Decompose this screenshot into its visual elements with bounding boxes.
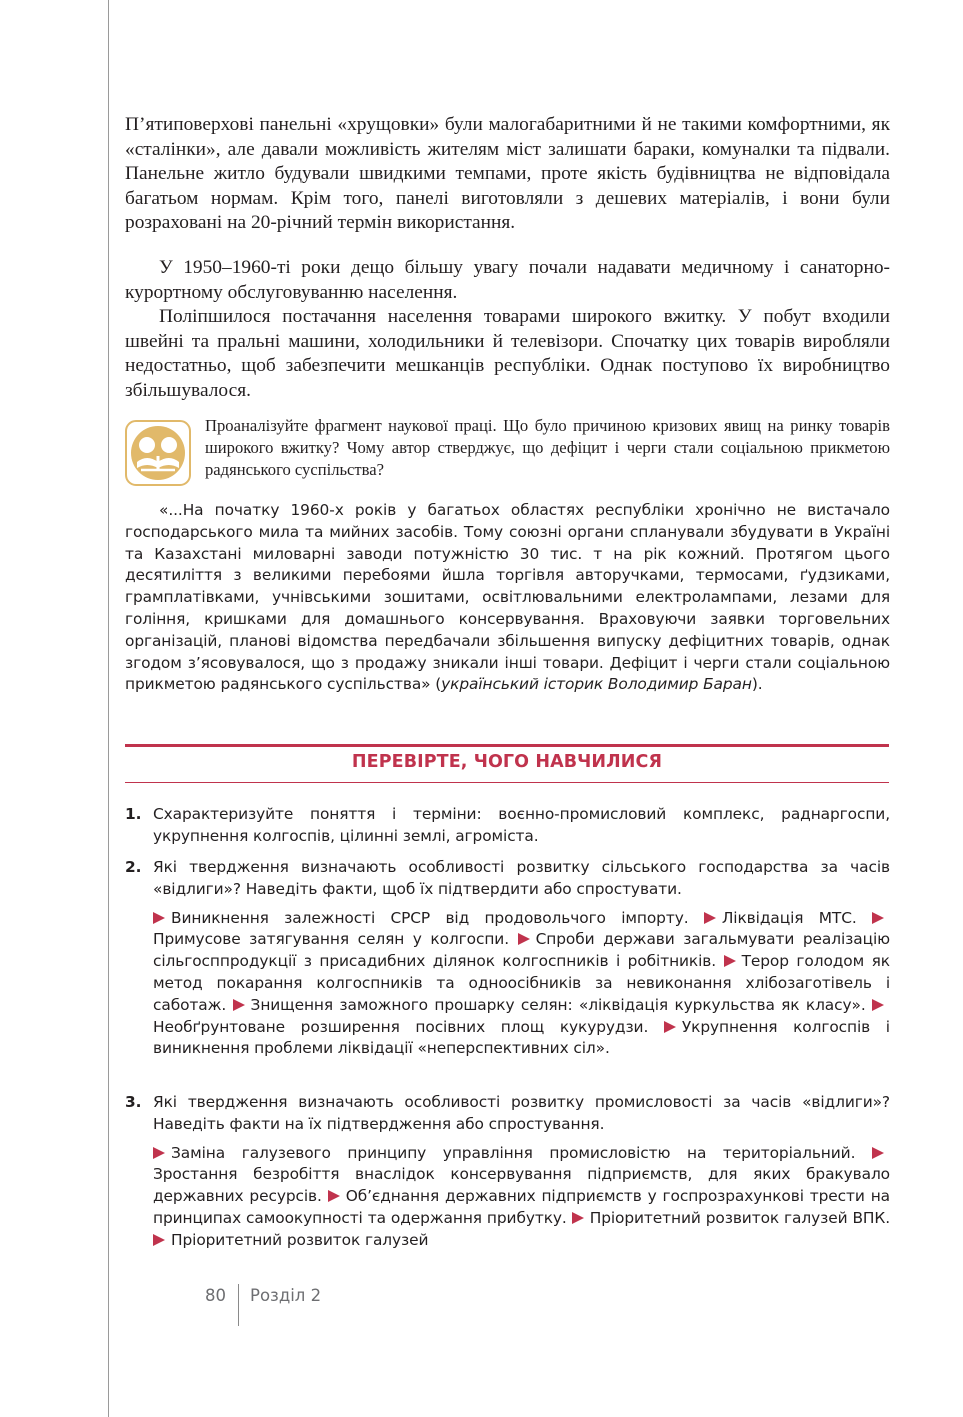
task-text: Проаналізуйте фрагмент наукової праці. Що було причиною кризових явищ на ринку товарів широкого вжитку? Чому автор стверджує, що дефіцит і черги стали соціальною прикметою радянського суспільства? — [205, 416, 890, 479]
bullet-triangle-icon — [518, 933, 530, 945]
bullet-triangle-icon — [704, 912, 716, 924]
bullet-triangle-icon — [664, 1021, 676, 1033]
option: Терор голодом як метод покарання колгоспників та одноосібників за невиконання хлібозаготівель і саботаж. — [153, 952, 890, 1014]
question-number: 2. — [125, 858, 142, 876]
question-options — [153, 1143, 890, 1252]
footer-section-label: Розділ 2 — [250, 1286, 322, 1305]
option: Примусове затягування селян у колгоспи. — [153, 930, 509, 949]
bullet-triangle-icon — [724, 955, 736, 967]
bullet-triangle-icon — [153, 1147, 165, 1159]
option: Ліквідація МТС. — [721, 908, 857, 927]
question-number: 3. — [125, 1093, 142, 1111]
question-1 — [125, 804, 890, 848]
paragraph-medical-care: У 1950–1960-ті роки дещо більшу увагу почали надавати медичному і санаторно-курортному обслуговуванню населення. — [125, 257, 890, 303]
option: Заміна галузевого принципу управління промисловістю на територіальний. — [171, 1143, 856, 1162]
bullet-triangle-icon — [328, 1190, 340, 1202]
quote-author: український історик Володимир Баран — [441, 675, 752, 694]
option: Знищення заможного прошарку селян: «ліквідація куркульства як класу». — [250, 995, 866, 1014]
question-text: Які твердження визначають особливості розвитку сільського господарства за часів «відлиги»? Наведіть факти, щоб їх підтвердити або спростувати. — [153, 858, 890, 898]
bullet-triangle-icon — [572, 1212, 584, 1224]
question-text: Схарактеризуйте поняття і терміни: воєнно-промисловий комплекс, раднаргоспи, укрупнення колгоспів, цілинні землі, агроміста. — [153, 805, 890, 845]
option: Необґрунтоване розширення посівних площ кукурудзи. — [153, 1017, 649, 1036]
option: Спроби держави загальмувати реалізацію сільгосппродукції з присадибних ділянок колгоспників і робітників. — [153, 930, 890, 971]
paragraph-consumer-goods: Поліпшилося постачання населення товарами широкого вжитку. У побут входили швейні та пральні машини, холодильники й телевізори. Спочатку цих товарів виробляли недостатньо, щоб забезпечити мешканців республіки. Однак поступово їх виробництво збільшувалося. — [125, 306, 890, 401]
page-number: 80 — [205, 1286, 226, 1305]
option: Пріоритетний розвиток галузей ВПК. — [589, 1208, 891, 1227]
historian-quote — [125, 500, 890, 696]
bullet-triangle-icon — [153, 912, 165, 924]
footer-separator — [238, 1284, 239, 1326]
option: Укрупнення колгоспів і виникнення проблеми ліквідації «неперспективних сіл». — [153, 1017, 890, 1058]
quote-close: ). — [751, 675, 763, 694]
option: Зростання безробіття внаслідок консервування підприємств, для яких бракувало державних ресурсів. — [153, 1165, 890, 1206]
analysis-icon — [125, 420, 191, 486]
bullet-triangle-icon — [872, 912, 884, 924]
question-text: Які твердження визначають особливості розвитку промисловості за часів «відлиги»? Наведіть факти на їх підтвердження або спростування. — [153, 1093, 890, 1133]
bullet-triangle-icon — [872, 999, 884, 1011]
section-title: ПЕРЕВІРТЕ, ЧОГО НАВЧИЛИСЯ — [351, 752, 663, 772]
bullet-triangle-icon — [153, 1234, 165, 1246]
section-rule-bottom — [125, 782, 889, 783]
question-3 — [125, 1092, 890, 1252]
question-options — [153, 908, 890, 1061]
question-2 — [125, 857, 890, 1060]
bullet-triangle-icon — [872, 1147, 884, 1159]
question-number: 1. — [125, 805, 142, 823]
quote-text: «...На початку 1960-х років у багатьох областях республіки хронічно не вистачало господарського мила та мийних засобів. Тому союзні органи спланували збудувати в Україні та Казахстані миловарні заводи потужністю 30 тис. т на рік кожний. Протягом цього десятиліття з великими перебоями йшла торгівля авторучками, термосами, ґудзиками, грамплатівками, учнівськими зошитами, освітлювальними електролампами, лезами для гоління, кришками для домашнього консервування. Враховуючи заявки торговельних організацій, планові відомства передбачали збільшення випуску дефіцитних товарів, однак згодом з’ясовувалося, що з продажу зникали інші товари. Дефіцит і черги стали соціальною прикметою радянського суспільства» ( — [125, 501, 890, 694]
section-rule-top — [125, 744, 889, 747]
page-margin-line — [108, 0, 109, 1417]
option: Пріоритетний розвиток галузей — [171, 1230, 429, 1249]
paragraph-khrushchevki: П’ятиповерхові панельні «хрущовки» були малогабаритними й не такими комфортними, як «сталінки», але давали можливість жителям міст залишати бараки, комуналки та підвали. Панельне житло будували швидкими темпами, проте якість будівництва не відповідала багатьом нормам. Крім того, панелі виготовляли з дешевих матеріалів, і вони були розраховані на 20-річний термін використання. — [125, 114, 890, 233]
option: Виникнення залежності СРСР від продовольчого імпорту. — [171, 908, 689, 927]
bullet-triangle-icon — [233, 999, 245, 1011]
option: Об’єднання державних підприємств у госпрозрахункові трести на принципах самоокупності та одержання прибутку. — [153, 1187, 890, 1227]
